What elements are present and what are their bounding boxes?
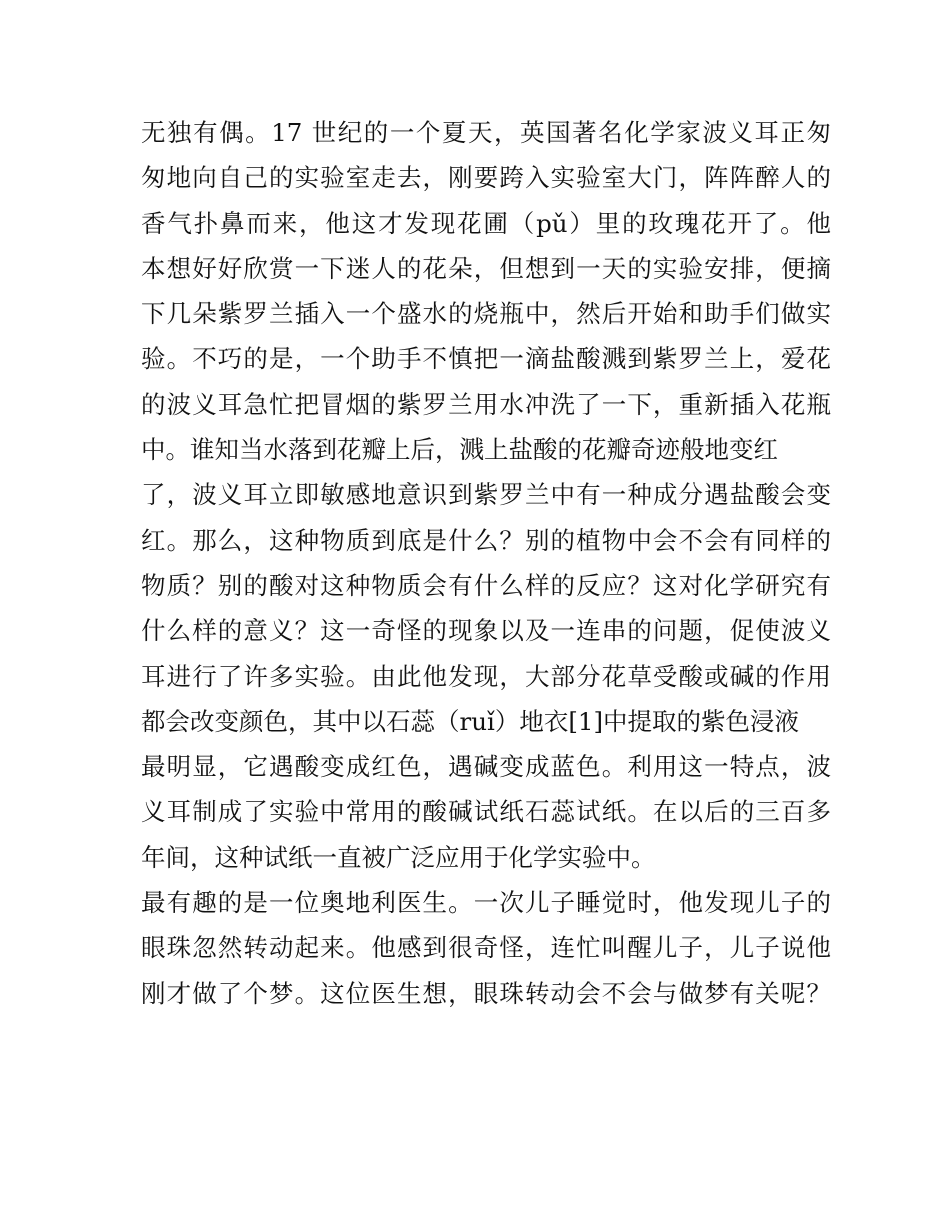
text-line: 义耳制成了实验中常用的酸碱试纸石蕊试纸。在以后的三百多	[141, 797, 831, 827]
text-line: 的波义耳急忙把冒烟的紫罗兰用水冲洗了一下，重新插入花瓶	[141, 389, 831, 419]
text-line: 物质？别的酸对这种物质会有什么样的反应？这对化学研究有	[141, 570, 831, 600]
text-line: 本想好好欣赏一下迷人的花朵，但想到一天的实验安排，便摘	[141, 253, 831, 283]
text-line: 了，波义耳立即敏感地意识到紫罗兰中有一种成分遇盐酸会变	[141, 480, 831, 510]
text-line: 最有趣的是一位奥地利医生。一次儿子睡觉时，他发现儿子的	[141, 888, 831, 918]
text-line: 耳进行了许多实验。由此他发现，大部分花草受酸或碱的作用	[141, 661, 831, 691]
text-line: 眼珠忽然转动起来。他感到很奇怪，连忙叫醒儿子，儿子说他	[141, 933, 831, 963]
text-line: 无独有偶。17 世纪的一个夏天，英国著名化学家波义耳正匆	[141, 118, 831, 147]
text-line: 刚才做了个梦。这位医生想，眼珠转动会不会与做梦有关呢？	[141, 978, 831, 1008]
text-line: 都会改变颜色，其中以石蕊（ruǐ）地衣[1]中提取的紫色浸液	[141, 706, 800, 736]
text-line: 最明显，它遇酸变成红色，遇碱变成蓝色。利用这一特点，波	[141, 752, 831, 782]
text-line: 年间，这种试纸一直被广泛应用于化学实验中。	[141, 842, 656, 872]
text-line: 下几朵紫罗兰插入一个盛水的烧瓶中，然后开始和助手们做实	[141, 299, 831, 329]
text-line: 什么样的意义？这一奇怪的现象以及一连串的问题，促使波义	[141, 616, 831, 646]
text-line: 香气扑鼻而来，他这才发现花圃（pǔ）里的玫瑰花开了。他	[141, 208, 831, 238]
text-line: 验。不巧的是，一个助手不慎把一滴盐酸溅到紫罗兰上，爱花	[141, 344, 831, 374]
text-line: 匆地向自己的实验室走去，刚要跨入实验室大门，阵阵醉人的	[141, 163, 831, 193]
text-line: 红。那么，这种物质到底是什么？别的植物中会不会有同样的	[141, 525, 831, 555]
text-line: 中。谁知当水落到花瓣上后，溅上盐酸的花瓣奇迹般地变红	[141, 435, 778, 465]
body-text	[141, 110, 831, 1016]
